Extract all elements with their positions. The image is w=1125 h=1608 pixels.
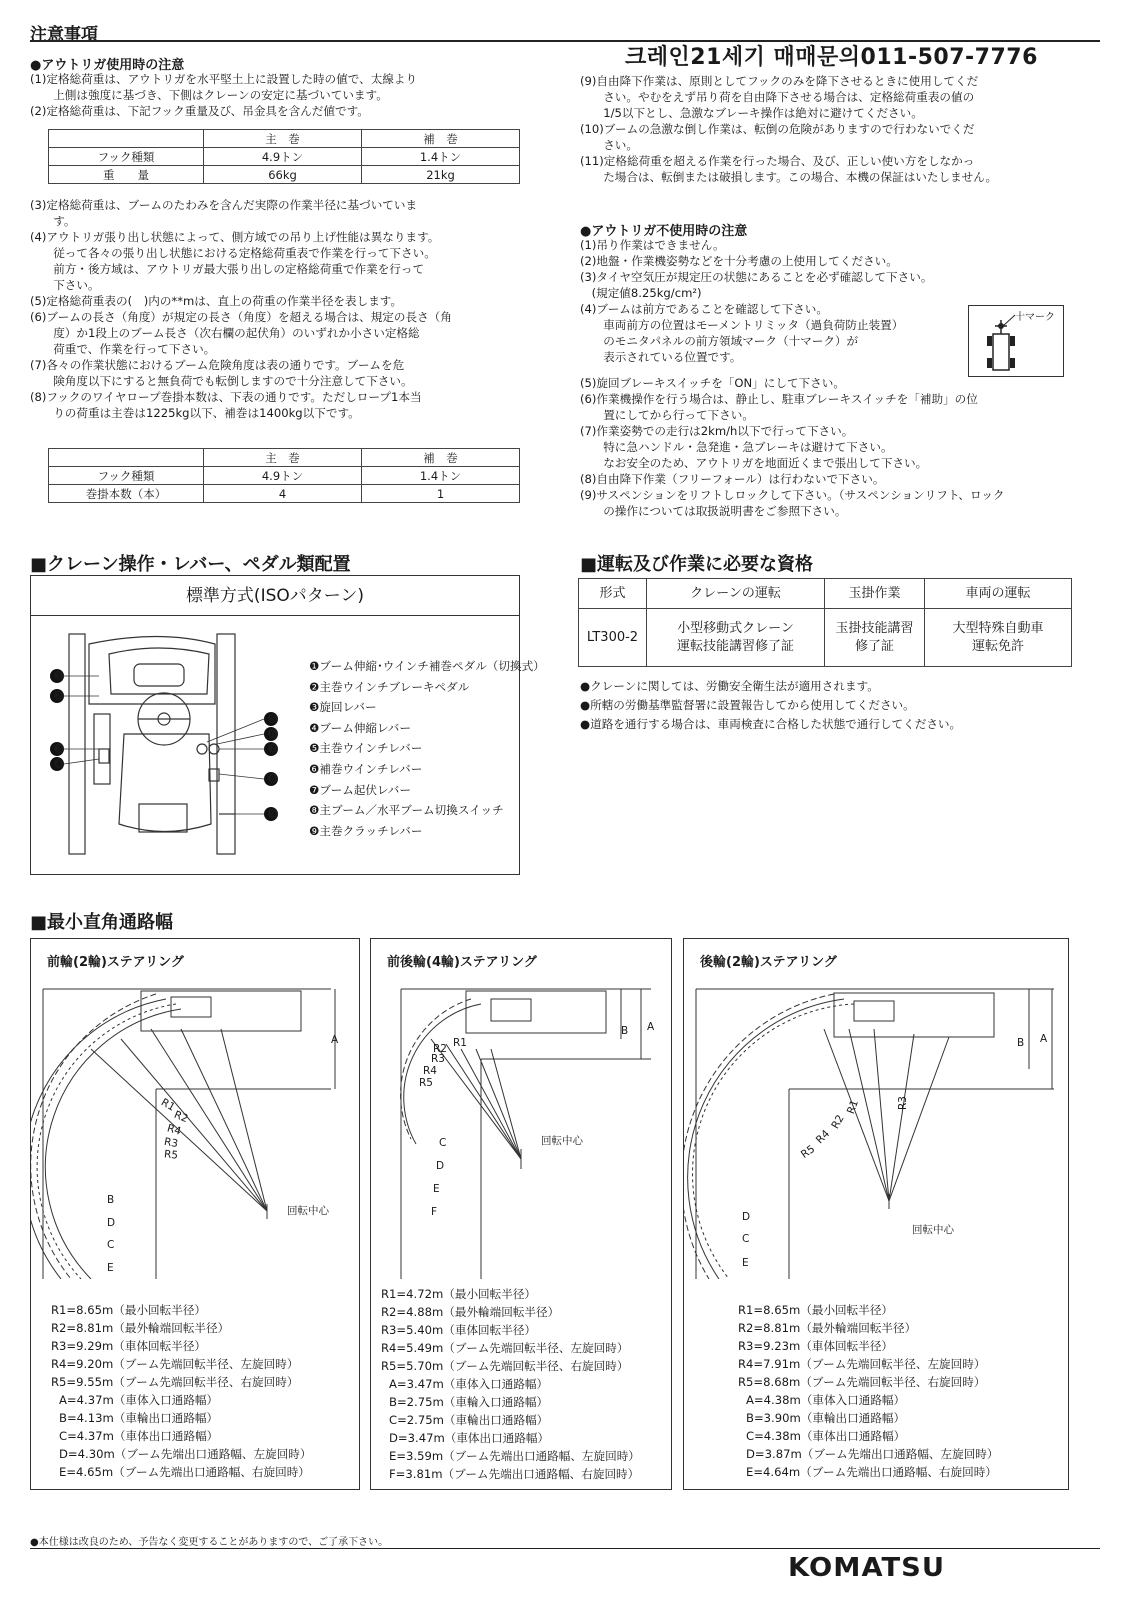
spec-item: B=3.90m（車輪出口通路幅） xyxy=(746,1411,906,1425)
radius-label: R4 xyxy=(813,1127,833,1147)
legend-item: ❼ブーム起伏レバー xyxy=(309,782,411,797)
qualifications-notes xyxy=(580,677,961,734)
spec-list xyxy=(51,1301,312,1481)
footer-rule xyxy=(30,1548,1100,1549)
spec-list xyxy=(381,1285,640,1483)
note-line: 度）か1段上のブーム長さ（次右欄の起伏角）のいずれか小さい定格総 xyxy=(30,326,420,340)
table-cell: 4 xyxy=(204,485,362,503)
spec-item: A=4.37m（車体入口通路幅） xyxy=(59,1393,219,1407)
spec-item: E=3.59m（ブーム先端出口通路幅、左旋回時） xyxy=(389,1449,640,1463)
note-line: のモニタパネルの前方領域マーク（十マーク）が xyxy=(580,334,859,348)
table-cell: 21kg xyxy=(362,166,520,184)
table-cell: フック種類 xyxy=(49,467,204,485)
note-line: (5)旋回ブレーキスイッチを「ON」にして下さい。 xyxy=(580,376,845,390)
note-line: なお安全のため、アウトリガを地面近くまで張出して下さい。 xyxy=(580,456,928,470)
note-line: (10)ブームの急激な倒し作業は、転倒の危険がありますので行わないでくだ xyxy=(580,122,975,136)
table-cell xyxy=(49,449,204,467)
spec-list xyxy=(738,1301,999,1481)
spec-item: R4=5.49m（ブーム先端回転半径、左旋回時） xyxy=(381,1341,629,1355)
spec-item: R1=8.65m（最小回転半径） xyxy=(51,1303,207,1317)
spec-item: R1=4.72m（最小回転半径） xyxy=(381,1287,537,1301)
spec-item: C=2.75m（車輪出口通路幅） xyxy=(389,1413,549,1427)
note-line: 特に急ハンドル・急発進・急ブレーキは避けて下さい。 xyxy=(580,440,893,454)
legend-item: ❻補巻ウインチレバー xyxy=(309,761,423,776)
dim-label: C xyxy=(107,1239,115,1251)
spec-item: R2=4.88m（最外輪端回転半径） xyxy=(381,1305,560,1319)
outrigger-nonuse-notes-a xyxy=(580,237,932,365)
dealer-ad: 크레인21세기 매매문의011-507-7776 xyxy=(625,45,1038,70)
spec-item: R5=9.55m（ブーム先端回転半径、右旋回時） xyxy=(51,1375,299,1389)
spec-item: E=4.64m（ブーム先端出口通路幅、右旋回時） xyxy=(746,1465,997,1479)
radius-label: R3 xyxy=(896,1096,909,1110)
note-line: 荷重で、作業を行って下さい。 xyxy=(30,342,216,356)
note-line: (3)定格総荷重は、ブームのたわみを含んだ実際の作業半径に基づいていま xyxy=(30,198,418,212)
table-cell: 1 xyxy=(362,485,520,503)
vehicle-plan-icon xyxy=(969,306,1065,378)
radius-label: R1 xyxy=(158,1096,178,1114)
radius-label: R1 xyxy=(844,1098,862,1116)
table-row xyxy=(579,609,1072,667)
panel-front-steer xyxy=(30,938,360,1490)
note-line: (5)定格総荷重表の( )内の**mは、直上の荷重の作業半径を表します。 xyxy=(30,294,403,308)
legend-item: ❶ブーム伸縮･ウインチ補巻ペダル（切換式） xyxy=(309,659,545,673)
center-label: 回転中心 xyxy=(912,1224,954,1236)
table-cell xyxy=(825,609,925,667)
panel-rear-steer xyxy=(683,938,1069,1490)
outrigger-nonuse-title: ●アウトリガ不使用時の注意 xyxy=(580,224,748,239)
cell-line: 小型移動式クレーン xyxy=(677,620,794,636)
table-cell: フック種類 xyxy=(49,148,204,166)
spec-item: D=3.47m（車体出口通路幅） xyxy=(389,1431,550,1445)
outrigger-use-notes-c xyxy=(580,73,997,185)
note-line: さい。やむをえず吊り荷を自由降下させる場合は、定格総荷重表の値の xyxy=(580,90,975,104)
note-line: (4)ブームは前方であることを確認して下さい。 xyxy=(580,302,828,316)
table-cell: 重 量 xyxy=(49,166,204,184)
outrigger-nonuse-notes-b xyxy=(580,375,1005,519)
note-line: 上側は強度に基づき、下側はクレーンの安定に基づいています。 xyxy=(30,88,388,102)
spec-item: A=3.47m（車体入口通路幅） xyxy=(389,1377,549,1391)
spec-item: R4=9.20m（ブーム先端回転半径、左旋回時） xyxy=(51,1357,299,1371)
center-label: 回転中心 xyxy=(541,1135,583,1147)
note-line: す。 xyxy=(30,214,76,228)
qualifications-title: ■運転及び作業に必要な資格 xyxy=(580,554,814,575)
spec-item: R1=8.65m（最小回転半径） xyxy=(738,1303,894,1317)
spec-item: R2=8.81m（最外輪端回転半径） xyxy=(738,1321,917,1335)
cell-line: 運転技能講習修了証 xyxy=(676,638,794,654)
spec-item: R5=5.70m（ブーム先端回転半径、右旋回時） xyxy=(381,1359,629,1373)
table-cell: 4.9トン xyxy=(204,467,362,485)
radius-label: R4 xyxy=(165,1122,183,1138)
panel-title: 後輪(2輪)ステアリング xyxy=(700,955,837,970)
legend-item: ❺主巻ウインチレバー xyxy=(309,741,423,756)
note-line: 下さい。 xyxy=(30,278,100,292)
outrigger-use-title: ●アウトリガ使用時の注意 xyxy=(30,58,185,73)
lever-legend xyxy=(309,656,545,841)
table-row xyxy=(49,467,520,485)
spec-item: R3=9.29m（車体回転半径） xyxy=(51,1339,207,1353)
note-line: (9)サスペンションをリフトしロックして下さい。（サスペンションリフト、ロック xyxy=(580,488,1005,502)
cell-line: 玉掛技能講習 xyxy=(835,620,914,636)
table-cell: LT300-2 xyxy=(579,609,647,667)
mark-label: 十マーク xyxy=(1015,312,1055,323)
table-header-row xyxy=(49,449,520,467)
table-cell: 補 巻 xyxy=(362,130,520,148)
table-header-row xyxy=(579,579,1072,609)
dim-label: E xyxy=(742,1257,749,1269)
callout-8: ❽ xyxy=(267,772,279,787)
note-line: さい。 xyxy=(580,138,638,152)
spec-item: B=2.75m（車輪入口通路幅） xyxy=(389,1395,549,1409)
note-line: (7)作業姿勢での走行は2km/h以下で行って下さい。 xyxy=(580,424,854,438)
radius-label: R2 xyxy=(172,1108,190,1126)
crane-ops-title: ■クレーン操作・レバー、ペダル類配置 xyxy=(30,554,351,575)
table-cell: 補 巻 xyxy=(362,449,520,467)
note-line: 置にしてから行って下さい。 xyxy=(580,408,754,422)
note-line: (1)吊り作業はできません。 xyxy=(580,238,725,252)
spec-item: B=4.13m（車輪出口通路幅） xyxy=(59,1411,219,1425)
table-cell: 主 巻 xyxy=(204,449,362,467)
dim-label: A xyxy=(1040,1033,1048,1045)
table-cell: 1.4トン xyxy=(362,148,520,166)
table-cell xyxy=(647,609,825,667)
table-cell: 66kg xyxy=(204,166,362,184)
legend-item: ❷主巻ウインチブレーキペダル xyxy=(309,679,470,694)
panel-title: 前後輪(4輪)ステアリング xyxy=(387,955,537,970)
note-line: (1)定格総荷重は、アウトリガを水平堅土上に設置した時の値で、太線より xyxy=(30,72,418,86)
note-line: (3)タイヤ空気圧が規定圧の状態にあることを必ず確認して下さい。 xyxy=(580,270,933,284)
table-cell xyxy=(49,130,204,148)
note-line: 1/5以下とし、急激なブレーキ操作は絶対に避けてください。 xyxy=(580,106,923,120)
note-line: (7)各々の作業状態におけるブーム危険角度は表の通りです。ブームを危 xyxy=(30,358,405,372)
note-line: 前方・後方域は、アウトリガ最大張り出しの定格総荷重で作業を行って xyxy=(30,262,425,276)
table-row xyxy=(49,148,520,166)
dim-label: C xyxy=(742,1233,750,1245)
callout-4: ❹ xyxy=(53,757,65,772)
spec-item: D=3.87m（ブーム先端出口通路幅、左旋回時） xyxy=(746,1447,999,1461)
note-line: た場合は、転倒または破損します。この場合、本機の保証はいたしません。 xyxy=(580,170,998,184)
table-cell: 主 巻 xyxy=(204,130,362,148)
callout-1: ❶ xyxy=(53,669,65,684)
spec-item: F=3.81m（ブーム先端出口通路幅、右旋回時） xyxy=(389,1467,640,1481)
radius-label: R5 xyxy=(163,1148,179,1162)
reeving-table xyxy=(48,448,520,503)
komatsu-logo: KOMATSU xyxy=(788,1553,946,1583)
note-line: 表示されている位置です。 xyxy=(580,350,742,364)
note-line: ●道路を通行する場合は、車両検査に合格した状態で通行してください。 xyxy=(580,717,962,731)
table-cell: 1.4トン xyxy=(362,467,520,485)
note-line: (8)フックのワイヤロープ巻掛本数は、下表の通りです。ただしロープ1本当 xyxy=(30,390,422,404)
note-line: (2)定格総荷重は、下記フック重量及び、吊金具を含んだ値です。 xyxy=(30,104,369,118)
disclaimer: ●本仕様は改良のため、予告なく変更することがありますので、ご了承下さい。 xyxy=(30,1537,389,1548)
dim-label: B xyxy=(107,1194,115,1206)
dim-label: C xyxy=(439,1137,447,1149)
turning-diagram xyxy=(371,979,673,1279)
dim-label: B xyxy=(621,1025,629,1037)
legend-item: ❹ブーム伸縮レバー xyxy=(309,720,411,735)
table-cell: 巻掛本数（本） xyxy=(49,485,204,503)
callout-9: ❾ xyxy=(267,807,279,822)
note-line: (9)自由降下作業は、原則としてフックのみを降下させるときに使用してくだ xyxy=(580,74,979,88)
radius-label: R1 xyxy=(453,1037,467,1049)
spec-item: D=4.30m（ブーム先端出口通路幅、左旋回時） xyxy=(59,1447,312,1461)
hook-weight-table xyxy=(48,129,520,184)
radius-label: R5 xyxy=(798,1143,818,1161)
outrigger-use-notes-a xyxy=(30,71,417,119)
table-cell: 4.9トン xyxy=(204,148,362,166)
outrigger-use-notes-b xyxy=(30,197,452,421)
qualifications-table xyxy=(578,578,1072,667)
radius-label: R3 xyxy=(431,1053,445,1065)
table-cell: クレーンの運転 xyxy=(647,579,825,609)
callout-3: ❸ xyxy=(53,742,65,757)
note-line: (2)地盤・作業機姿勢などを十分考慮の上使用してください。 xyxy=(580,254,898,268)
legend-item: ❾主巻クラッチレバー xyxy=(309,823,423,838)
dim-label: D xyxy=(436,1160,445,1172)
crane-ops-subtitle: 標準方式(ISOパターン) xyxy=(31,576,519,616)
cell-line: 修了証 xyxy=(854,638,894,654)
table-row xyxy=(49,485,520,503)
spec-item: R5=8.68m（ブーム先端回転半径、右旋回時） xyxy=(738,1375,986,1389)
spec-item: A=4.38m（車体入口通路幅） xyxy=(746,1393,906,1407)
note-line: りの荷重は主巻は1225kg以下、補巻は1400kg以下です。 xyxy=(30,406,360,420)
radius-label: R3 xyxy=(163,1135,179,1151)
dim-label: E xyxy=(107,1262,114,1274)
cell-line: 大型特殊自動車 xyxy=(952,620,1044,636)
note-line: (6)作業機操作を行う場合は、静止し、駐車ブレーキスイッチを「補助」の位 xyxy=(580,392,978,406)
spec-item: E=4.65m（ブーム先端出口通路幅、右旋回時） xyxy=(59,1465,310,1479)
spec-item: R3=5.40m（車体回転半径） xyxy=(381,1323,537,1337)
table-cell: 車両の運転 xyxy=(925,579,1072,609)
note-line: (規定値8.25kg/cm²) xyxy=(580,286,702,300)
spec-item: R4=7.91m（ブーム先端回転半径、左旋回時） xyxy=(738,1357,986,1371)
radius-label: R5 xyxy=(419,1077,433,1089)
note-line: ●クレーンに関しては、労働安全衛生法が適用されます。 xyxy=(580,679,879,693)
note-line: 険角度以下にすると無負荷でも転倒しますので十分注意して下さい。 xyxy=(30,374,413,388)
dim-label: F xyxy=(431,1206,438,1218)
callout-5: ❺ xyxy=(267,712,279,727)
legend-item: ❽主ブーム／水平ブーム切換スイッチ xyxy=(309,803,504,818)
dim-label: E xyxy=(433,1183,440,1195)
page-title: 注意事項 xyxy=(30,25,98,45)
forward-mark-figure xyxy=(968,305,1064,377)
callout-7: ❼ xyxy=(267,742,279,757)
panel-four-wheel-steer xyxy=(370,938,672,1490)
dim-label: A xyxy=(331,1034,339,1046)
note-line: (8)自由降下作業（フリーフォール）は行わないで下さい。 xyxy=(580,472,885,486)
note-line: (6)ブームの長さ（角度）が規定の長さ（角度）を超える場合は、規定の長さ（角 xyxy=(30,310,452,324)
cell-line: 運転免許 xyxy=(971,638,1024,654)
note-line: ●所轄の労働基準監督署に設置報告してから使用してください。 xyxy=(580,698,915,712)
spec-item: C=4.37m（車体出口通路幅） xyxy=(59,1429,219,1443)
note-line: の操作については取扱説明書をご参照下さい。 xyxy=(580,504,847,518)
dim-label: D xyxy=(107,1217,116,1229)
spec-item: R3=9.23m（車体回転半径） xyxy=(738,1339,894,1353)
note-line: (4)アウトリガ張り出し状態によって、側方域での吊り上げ性能は異なります。 xyxy=(30,230,440,244)
table-cell: 玉掛作業 xyxy=(825,579,925,609)
dim-label: D xyxy=(742,1211,751,1223)
radius-label: R4 xyxy=(423,1065,437,1077)
crane-ops-box xyxy=(30,575,545,875)
turning-diagram xyxy=(31,979,361,1279)
spec-item: C=4.38m（車体出口通路幅） xyxy=(746,1429,906,1443)
radius-label: R2 xyxy=(433,1043,447,1055)
radius-label: R2 xyxy=(829,1112,847,1132)
table-cell: 形式 xyxy=(579,579,647,609)
table-header-row xyxy=(49,130,520,148)
legend-item: ❸旋回レバー xyxy=(309,700,377,715)
note-line: (11)定格総荷重を超える作業を行った場合、及び、正しい使い方をしなかっ xyxy=(580,154,975,168)
note-line: 車両前方の位置はモーメントリミッタ（過負荷防止装置） xyxy=(580,318,904,332)
dim-label: B xyxy=(1017,1037,1025,1049)
min-width-title: ■最小直角通路幅 xyxy=(30,912,174,933)
callout-2: ❷ xyxy=(53,689,65,704)
dim-label: A xyxy=(647,1021,655,1033)
note-line: 従って各々の張り出し状態における定格総荷重表で作業を行って下さい。 xyxy=(30,246,436,260)
panel-title: 前輪(2輪)ステアリング xyxy=(47,955,184,970)
table-cell xyxy=(925,609,1072,667)
center-label: 回転中心 xyxy=(287,1205,329,1217)
callout-6: ❻ xyxy=(267,727,279,742)
spec-item: R2=8.81m（最外輪端回転半径） xyxy=(51,1321,230,1335)
table-row xyxy=(49,166,520,184)
